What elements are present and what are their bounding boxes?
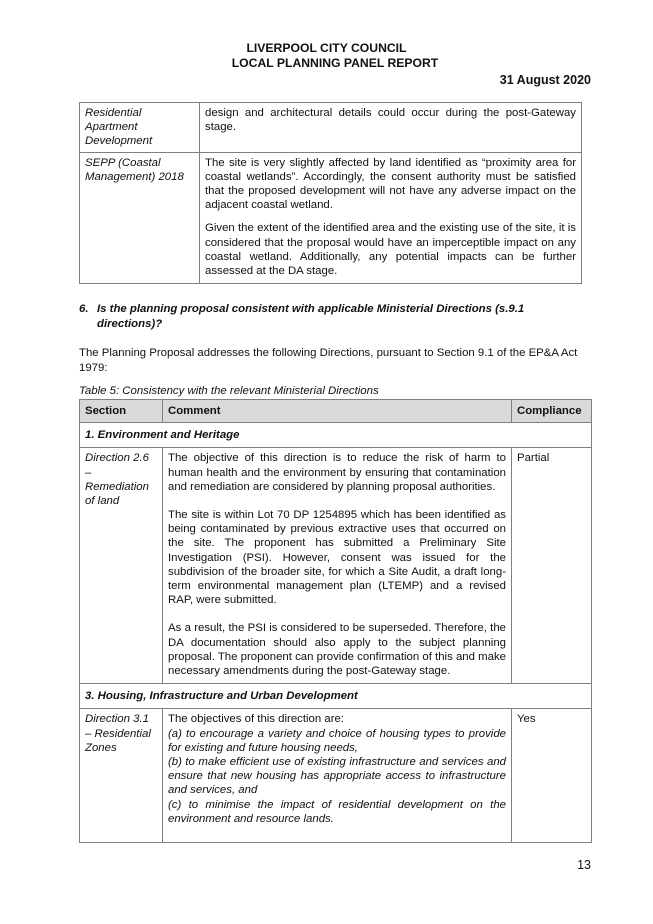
table-row [80,448,592,684]
section-cell: Direction 3.1 – Residential Zones [80,709,163,843]
objective-item: (b) to make efficient use of existing infrastructure and services and ensure that new housing has appropriate access to infrastructure and services, and [168,756,506,797]
comment-paragraph: The objective of this direction is to reduce the risk of harm to human health and the environment by ensuring that contamination and remediation are considered by planning proposal authorities. [168,452,506,493]
table-row [80,709,592,843]
header-compliance: Compliance [512,400,592,423]
group-heading: 1. Environment and Heritage [80,423,592,448]
comment-cell [200,152,582,284]
header-comment: Comment [163,400,512,423]
comment-paragraph: The site is within Lot 70 DP 1254895 which has been identified as being contaminated by previous extractive uses that occurred on the site. The proponent has submitted a Preliminary Site Investigation (PSI). However, consent was issued for the subdivision of the broader site, for which a Site Audit, a draft long-term environmental management plan (LTEMP) and a revised RAP, were submitted. [168,509,506,607]
table-row [80,103,582,153]
compliance-cell: Partial [512,448,592,684]
table-header-row [80,400,592,423]
section-cell: Residential Apartment Development [80,103,200,153]
comment-cell [200,103,582,153]
intro-paragraph: The Planning Proposal addresses the following Directions, pursuant to Section 9.1 of the EP&A Act 1979: [79,347,578,374]
group-heading-row [80,684,592,709]
objective-item: (a) to encourage a variety and choice of housing types to provide for existing and future housing needs, [168,727,506,754]
header-section: Section [80,400,163,423]
objectives-lead: The objectives of this direction are: [168,713,345,726]
table-row [80,152,582,284]
objective-item: (c) to minimise the impact of residential development on the environment and resource lands. [168,798,506,825]
question-number: 6. [79,303,89,315]
section-cell: Direction 2.6 – Remediation of land [80,448,163,684]
council-name: LIVERPOOL CITY COUNCIL [246,41,407,55]
question-text: Is the planning proposal consistent with applicable Ministerial Directions (s.9.1 directions)? [97,303,525,330]
comment-cell [163,709,512,843]
comment-paragraph: As a result, the PSI is considered to be superseded. Therefore, the DA documentation should also apply to the subject planning proposal. The proponent can provide confirmation of this and make necessary amendments during the post-Gateway stage. [168,622,506,678]
comment-paragraph: The site is very slightly affected by land identified as “proximity area for coastal wetlands”. Accordingly, the consent authority must be satisfied that the proposed development will not have any adverse impact on the adjacent coastal wetland. [205,156,576,212]
comment-paragraph: Given the extent of the identified area and the existing use of the site, it is considered that the proposal would have an imperceptible impact on any coastal wetland. Additionally, any potential impacts can be further assessed at the DA stage. [205,222,576,278]
section-question [79,302,579,331]
table-caption: Table 5: Consistency with the relevant Ministerial Directions [79,385,379,397]
page-number: 13 [577,858,591,872]
comment-cell [163,448,512,684]
compliance-cell: Yes [512,709,592,843]
planning-table-continued [79,102,582,284]
group-heading: 3. Housing, Infrastructure and Urban Development [80,684,592,709]
ministerial-directions-table [79,399,592,843]
group-heading-row [80,423,592,448]
report-date: 31 August 2020 [499,73,591,87]
section-cell: SEPP (Coastal Management) 2018 [80,152,200,284]
comment-paragraph: design and architectural details could occur during the post-Gateway stage. [205,107,576,134]
report-title: LOCAL PLANNING PANEL REPORT [231,56,439,70]
